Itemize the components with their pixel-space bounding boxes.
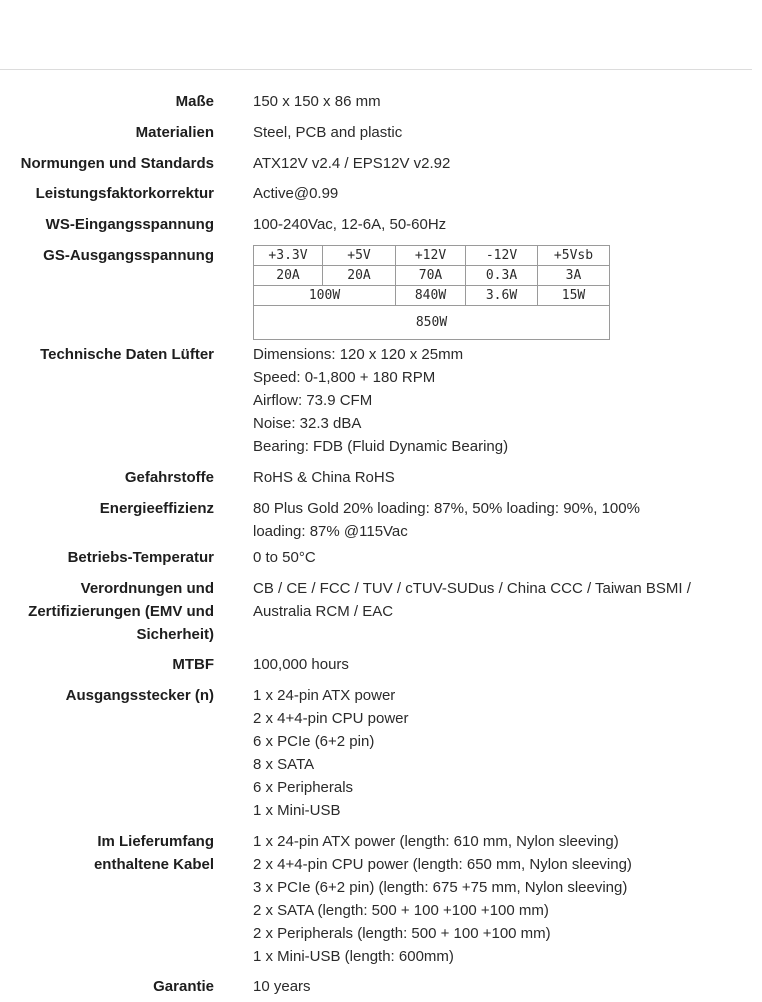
amps-cell: 20A bbox=[323, 266, 396, 286]
spec-row-hazardous bbox=[0, 462, 752, 493]
spec-row-materials bbox=[0, 117, 752, 148]
cert-line: CB / CE / FCC / TUV / cTUV-SUDus / China CCC / Taiwan BSMI / bbox=[253, 580, 691, 597]
watts-cell: 3.6W bbox=[466, 286, 538, 306]
rail-cell: +3.3V bbox=[254, 246, 323, 266]
spec-row-dimensions bbox=[0, 86, 752, 117]
label-line: Zertifizierungen (EMV und bbox=[28, 603, 214, 620]
rail-cell: +5V bbox=[323, 246, 396, 266]
spec-label bbox=[0, 826, 214, 876]
spec-value: Steel, PCB and plastic bbox=[253, 124, 403, 141]
amps-cell: 70A bbox=[396, 266, 466, 286]
spec-label: Energieeffizienz bbox=[99, 500, 214, 517]
fan-line: Dimensions: 120 x 120 x 25mm bbox=[253, 346, 464, 363]
amps-cell: 20A bbox=[254, 266, 323, 286]
watts-cell: 100W bbox=[254, 286, 396, 306]
spec-row-certifications bbox=[0, 573, 752, 649]
spec-value bbox=[253, 240, 752, 340]
connector-line: 6 x Peripherals bbox=[253, 779, 354, 796]
connector-line: 8 x SATA bbox=[253, 756, 315, 773]
spec-label: Normungen und Standards bbox=[20, 155, 214, 172]
total-watts-cell: 850W bbox=[254, 306, 610, 340]
watts-cell: 840W bbox=[396, 286, 466, 306]
cable-line: 2 x SATA (length: 500 + 100 +100 +100 mm) bbox=[253, 902, 549, 919]
efficiency-line: loading: 87% @115Vac bbox=[253, 523, 408, 540]
cable-line: 1 x Mini-USB (length: 600mm) bbox=[253, 948, 454, 965]
cable-line: 2 x 4+4-pin CPU power (length: 650 mm, Nylon sleeving) bbox=[253, 856, 632, 873]
rail-cell: -12V bbox=[466, 246, 538, 266]
spec-label: Maße bbox=[175, 93, 214, 110]
spec-row-efficiency bbox=[0, 493, 752, 542]
spec-value: Active@0.99 bbox=[253, 185, 339, 202]
spec-value: 100,000 hours bbox=[253, 656, 349, 673]
fan-line: Airflow: 73.9 CFM bbox=[253, 392, 373, 409]
connector-line: 6 x PCIe (6+2 pin) bbox=[253, 733, 375, 750]
spec-label: Garantie bbox=[153, 978, 214, 995]
rail-cell: +12V bbox=[396, 246, 466, 266]
label-line: Sicherheit) bbox=[136, 626, 214, 643]
watts-cell: 15W bbox=[538, 286, 610, 306]
spec-value bbox=[253, 339, 752, 458]
spec-row-dc-output bbox=[0, 240, 752, 339]
spec-value: 0 to 50°C bbox=[253, 549, 316, 566]
spec-value bbox=[253, 680, 752, 822]
spec-label: WS-Eingangsspannung bbox=[45, 216, 214, 233]
spec-row-ac-input bbox=[0, 209, 752, 240]
rail-cell: +5Vsb bbox=[538, 246, 610, 266]
spec-value: 10 years bbox=[253, 978, 311, 995]
fan-line: Noise: 32.3 dBA bbox=[253, 415, 362, 432]
spec-value: RoHS & China RoHS bbox=[253, 469, 395, 486]
spec-label: Materialien bbox=[135, 124, 214, 141]
amps-cell: 3A bbox=[538, 266, 610, 286]
efficiency-line: 80 Plus Gold 20% loading: 87%, 50% loading: 90%, 100% bbox=[253, 500, 640, 517]
label-line: Verordnungen und bbox=[80, 580, 214, 597]
spec-row-pfc bbox=[0, 178, 752, 209]
spec-label: Leistungsfaktorkorrektur bbox=[35, 185, 214, 202]
spec-label: Ausgangsstecker (n) bbox=[65, 687, 214, 704]
spec-label bbox=[0, 573, 214, 646]
amps-row bbox=[254, 266, 610, 286]
label-line: enthaltene Kabel bbox=[93, 856, 214, 873]
spec-row-mtbf bbox=[0, 649, 752, 680]
spec-value: 150 x 150 x 86 mm bbox=[253, 93, 381, 110]
spec-value bbox=[253, 493, 752, 543]
spec-label: Betriebs-Temperatur bbox=[67, 549, 214, 566]
spec-value bbox=[253, 826, 752, 968]
spec-label: Gefahrstoffe bbox=[124, 469, 214, 486]
fan-line: Bearing: FDB (Fluid Dynamic Bearing) bbox=[253, 438, 509, 455]
cable-line: 1 x 24-pin ATX power (length: 610 mm, Nylon sleeving) bbox=[253, 833, 619, 850]
total-row bbox=[254, 306, 610, 340]
cable-line: 3 x PCIe (6+2 pin) (length: 675 +75 mm, Nylon sleeving) bbox=[253, 879, 628, 896]
spec-value bbox=[253, 573, 752, 623]
watts-row bbox=[254, 286, 610, 306]
spec-value: ATX12V v2.4 / EPS12V v2.92 bbox=[253, 155, 451, 172]
spec-label: MTBF bbox=[172, 656, 214, 673]
top-divider bbox=[0, 69, 752, 70]
spec-row-standards bbox=[0, 148, 752, 178]
spec-label: Technische Daten Lüfter bbox=[40, 346, 214, 363]
spec-value: 100-240Vac, 12-6A, 50-60Hz bbox=[253, 216, 447, 233]
spec-row-temperature bbox=[0, 542, 752, 573]
fan-line: Speed: 0-1,800 + 180 RPM bbox=[253, 369, 436, 386]
spec-label: GS-Ausgangsspannung bbox=[43, 247, 214, 264]
connector-line: 2 x 4+4-pin CPU power bbox=[253, 710, 409, 727]
spec-row-included-cables bbox=[0, 826, 752, 971]
cable-line: 2 x Peripherals (length: 500 + 100 +100 mm) bbox=[253, 925, 551, 942]
spec-row-warranty bbox=[0, 971, 752, 1002]
spec-row-fan bbox=[0, 339, 752, 462]
spec-row-connectors bbox=[0, 680, 752, 826]
cert-line: Australia RCM / EAC bbox=[253, 603, 394, 620]
connector-line: 1 x 24-pin ATX power bbox=[253, 687, 396, 704]
dc-output-table bbox=[253, 245, 610, 340]
label-line: Im Lieferumfang bbox=[97, 833, 214, 850]
spec-table bbox=[0, 86, 752, 1002]
connector-line: 1 x Mini-USB bbox=[253, 802, 341, 819]
amps-cell: 0.3A bbox=[466, 266, 538, 286]
rail-row bbox=[254, 246, 610, 266]
